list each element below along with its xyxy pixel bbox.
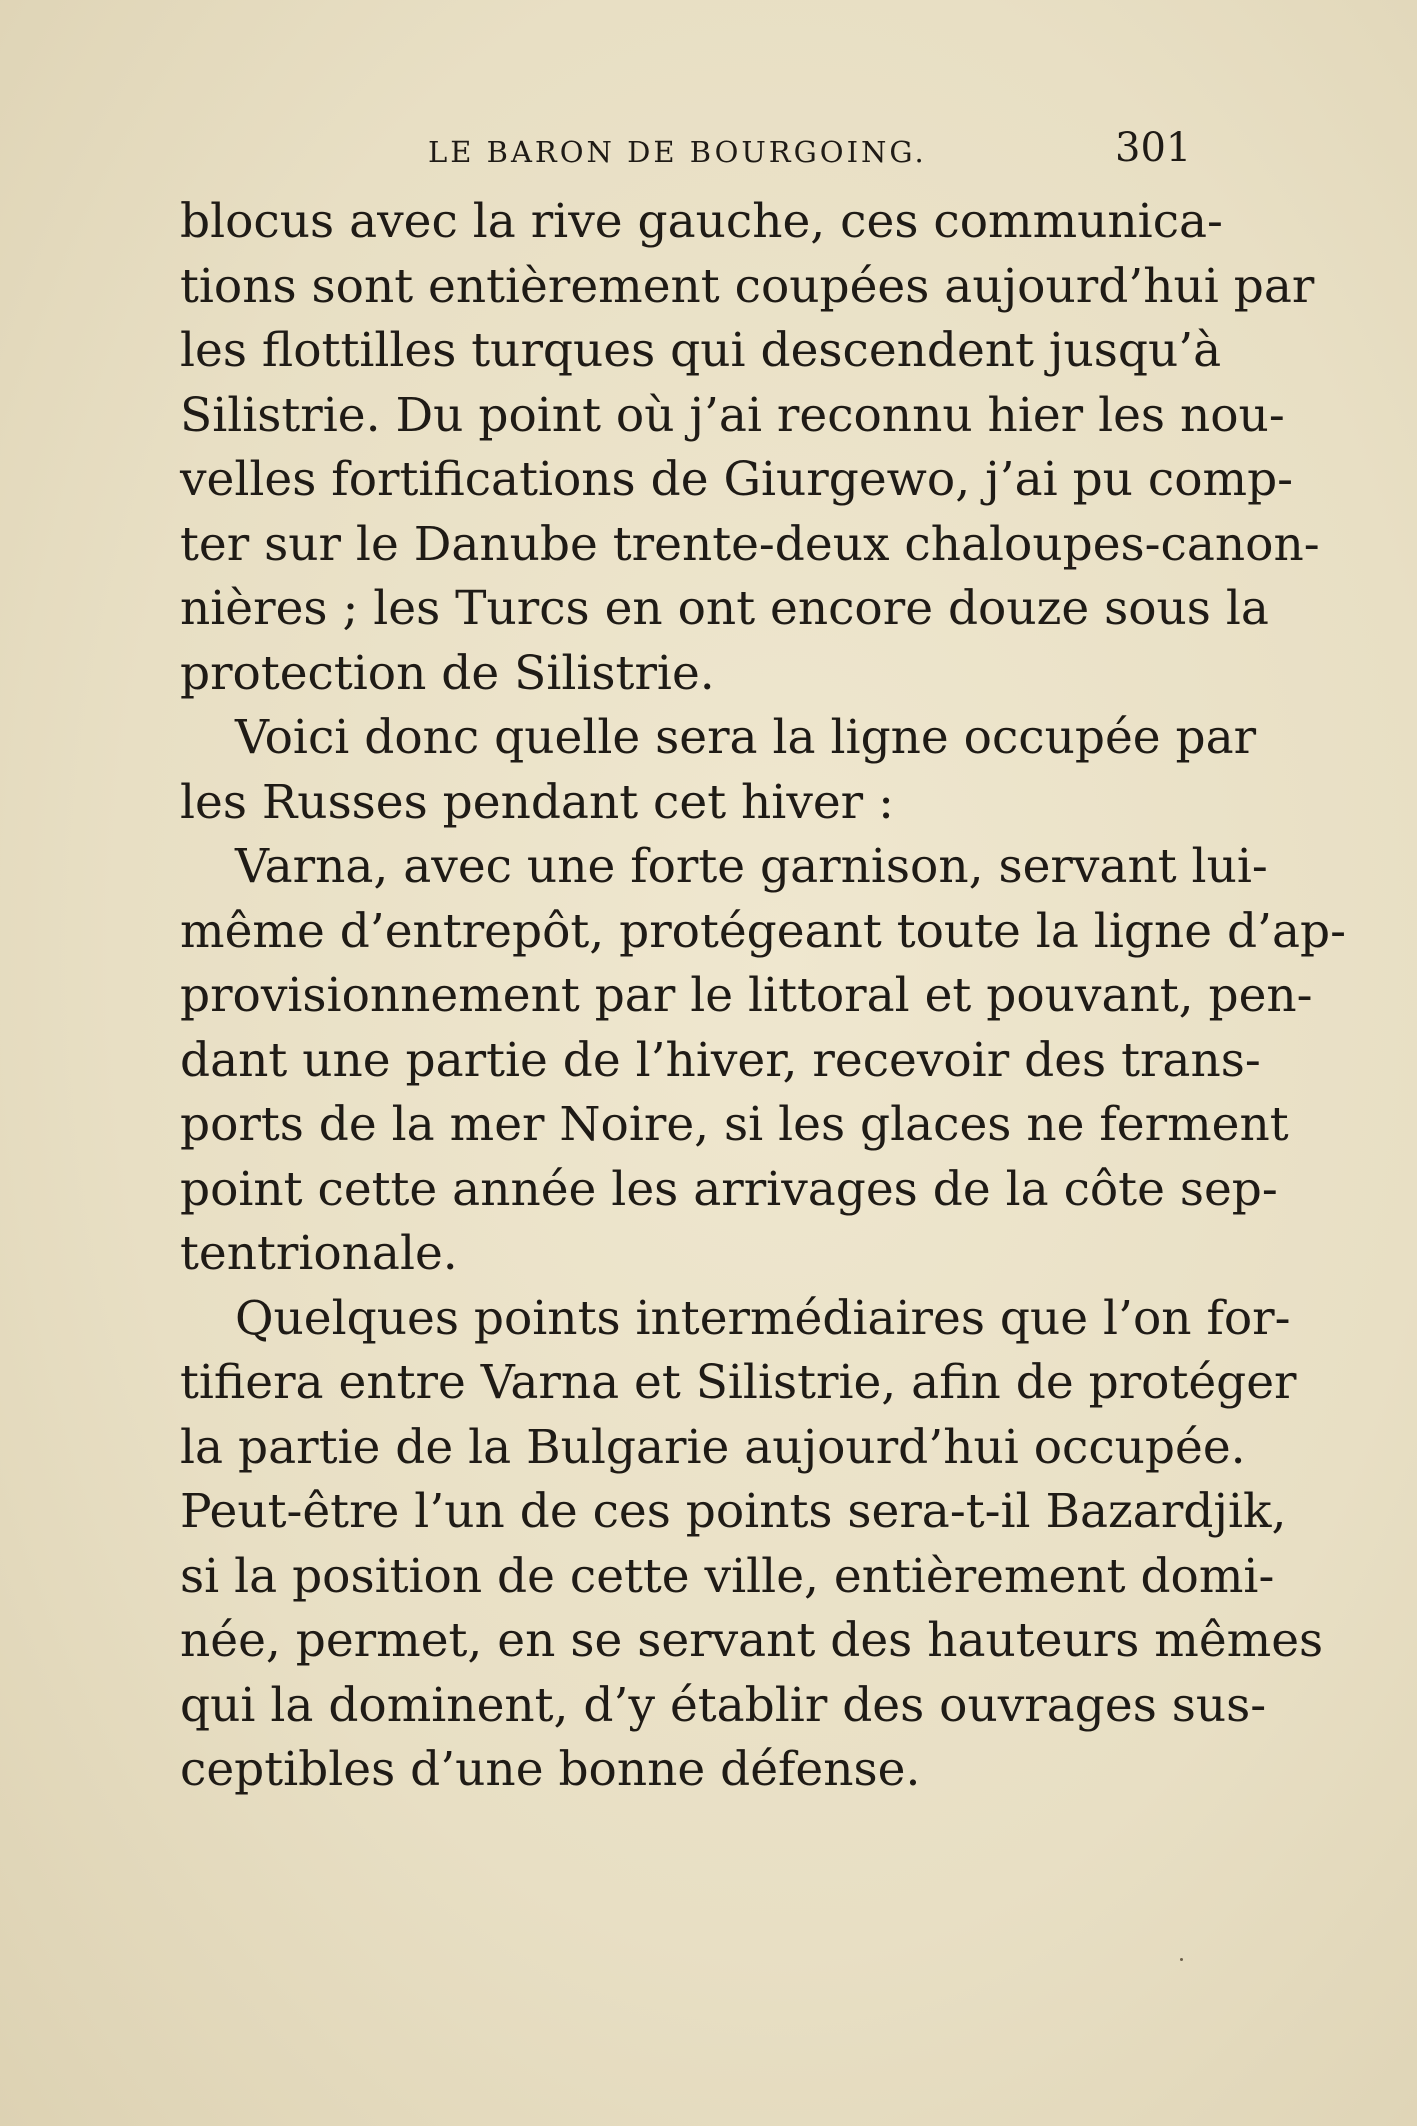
text-line: les flottilles turques qui descendent jusqu’à	[180, 323, 1222, 378]
text-line: blocus avec la rive gauche, ces communica-	[180, 194, 1223, 249]
text-line: ter sur le Danube trente-deux chaloupes-canon-	[180, 516, 1320, 572]
paragraph-2	[180, 706, 1257, 835]
text-line: tifiera entre Varna et Silistrie, afin de protéger	[180, 1355, 1297, 1410]
page-number: 301	[1115, 125, 1192, 171]
text-line: protection de Silistrie.	[180, 645, 715, 701]
text-line: tentrionale.	[180, 1226, 458, 1281]
text-line: même d’entrepôt, protégeant toute la ligne d’ap-	[180, 903, 1346, 959]
paragraph-1	[180, 190, 1320, 706]
text-line: née, permet, en se servant des hauteurs mêmes	[180, 1613, 1324, 1668]
body-text	[180, 190, 1346, 1803]
text-line: Voici donc quelle sera la ligne occupée par	[235, 710, 1257, 765]
text-line: nières ; les Turcs en ont encore douze sous la	[180, 581, 1269, 636]
text-line: Peut-être l’un de ces points sera-t-il Bazardjik,	[180, 1484, 1287, 1539]
text-line: ports de la mer Noire, si les glaces ne ferment	[180, 1097, 1289, 1152]
paragraph-4	[180, 1287, 1324, 1803]
text-line: Varna, avec une forte garnison, servant lui-	[235, 839, 1268, 894]
text-line: provisionnement par le littoral et pouvant, pen-	[180, 968, 1313, 1023]
text-line: Quelques points intermédiaires que l’on for-	[235, 1290, 1291, 1346]
text-line: Silistrie. Du point où j’ai reconnu hier les nou-	[180, 387, 1285, 443]
text-line: ceptibles d’une bonne défense.	[180, 1742, 921, 1797]
text-line: si la position de cette ville, entièrement domi-	[180, 1548, 1275, 1604]
text-line: velles fortifications de Giurgewo, j’ai pu comp-	[180, 452, 1294, 507]
text-line: les Russes pendant cet hiver :	[180, 774, 894, 830]
text-line: la partie de la Bulgarie aujourd’hui occupée.	[180, 1419, 1246, 1475]
paragraph-3	[180, 835, 1346, 1287]
text-line: point cette année les arrivages de la côte sep-	[180, 1161, 1278, 1217]
running-head	[180, 125, 1190, 185]
text-line: tions sont entièrement coupées aujourd’hui par	[180, 258, 1315, 314]
paper-speck	[1180, 1958, 1183, 1961]
text-line: dant une partie de l’hiver, recevoir des trans-	[180, 1032, 1261, 1088]
running-title: LE BARON DE BOURGOING.	[428, 135, 927, 169]
text-line: qui la dominent, d’y établir des ouvrages sus-	[180, 1677, 1267, 1733]
